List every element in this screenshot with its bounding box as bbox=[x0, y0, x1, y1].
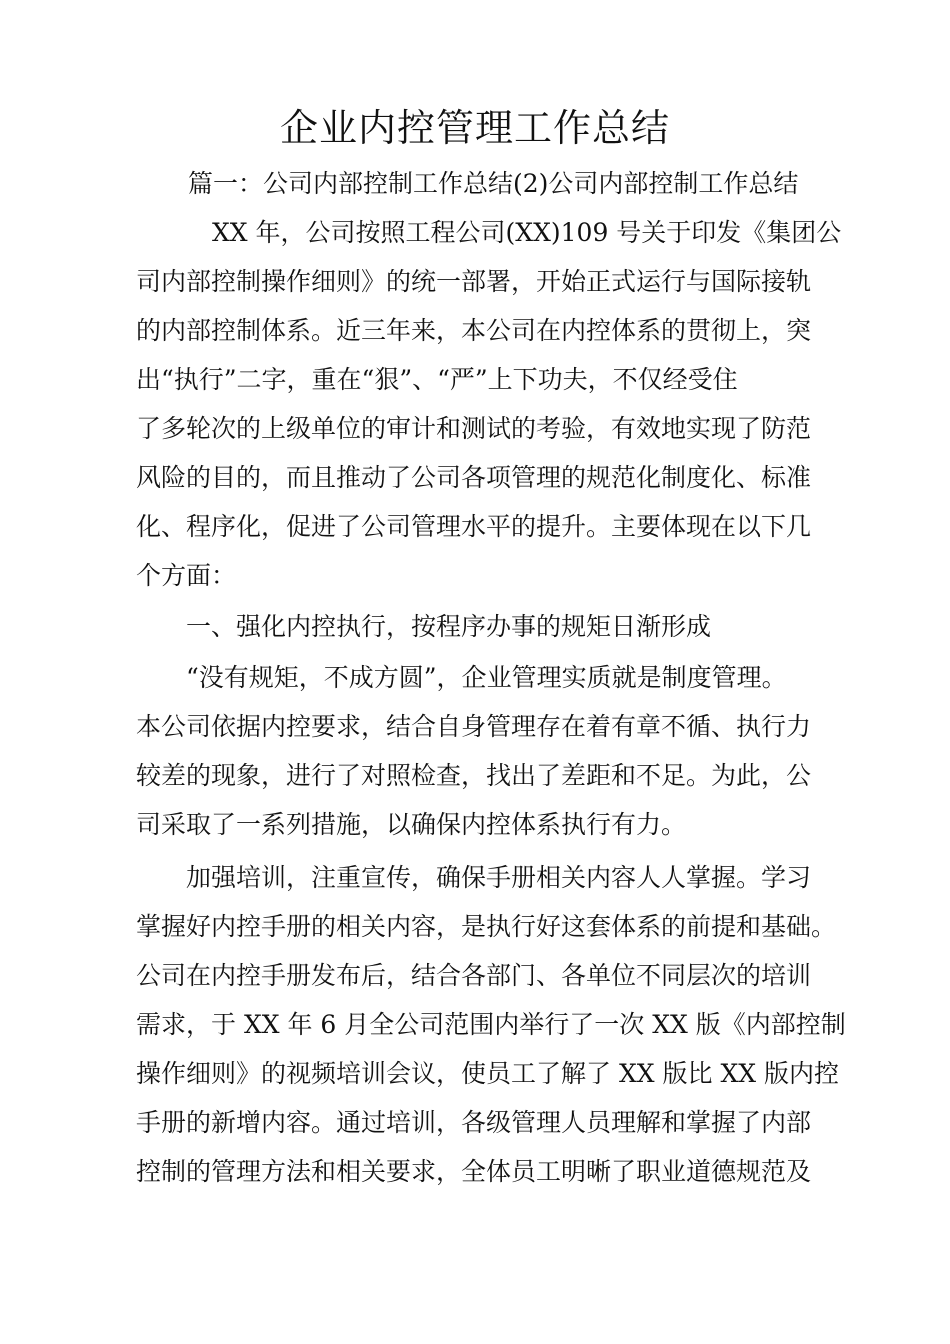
paragraph-line: 风险的目的，而且推动了公司各项管理的规范化制度化、标准 bbox=[136, 463, 812, 492]
paragraph-line: 了多轮次的上级单位的审计和测试的考验，有效地实现了防范 bbox=[136, 414, 812, 443]
paragraph-line: 司采取了一系列措施，以确保内控体系执行有力。 bbox=[136, 810, 687, 839]
paragraph-line: 操作细则》的视频培训会议，使员工了解了 XX 版比 XX 版内控 bbox=[136, 1059, 839, 1088]
section-heading: 一、强化内控执行，按程序办事的规矩日渐形成 bbox=[186, 612, 712, 641]
document-subtitle: 篇一：公司内部控制工作总结(2)公司内部控制工作总结 bbox=[188, 169, 799, 198]
paragraph-line: “没有规矩，不成方圆”，企业管理实质就是制度管理。 bbox=[186, 663, 787, 692]
paragraph-line: 较差的现象，进行了对照检查，找出了差距和不足。为此，公 bbox=[136, 761, 812, 790]
paragraph-line: XX 年，公司按照工程公司(XX)109 号关于印发《集团公 bbox=[212, 218, 842, 247]
paragraph-line: 手册的新增内容。通过培训，各级管理人员理解和掌握了内部 bbox=[136, 1108, 812, 1137]
paragraph-line: 司内部控制操作细则》的统一部署，开始正式运行与国际接轨 bbox=[136, 267, 812, 296]
paragraph-line: 化、程序化，促进了公司管理水平的提升。主要体现在以下几 bbox=[136, 512, 812, 541]
paragraph-line: 掌握好内控手册的相关内容，是执行好这套体系的前提和基础。 bbox=[136, 912, 837, 941]
paragraph-line: 控制的管理方法和相关要求，全体员工明晰了职业道德规范及 bbox=[136, 1157, 812, 1186]
paragraph-line: 出“执行”二字，重在“狠”、“严”上下功夫，不仅经受住 bbox=[136, 365, 738, 394]
paragraph-line: 需求，于 XX 年 6 月全公司范围内举行了一次 XX 版《内部控制 bbox=[136, 1010, 846, 1039]
paragraph-line: 加强培训，注重宣传，确保手册相关内容人人掌握。学习 bbox=[186, 863, 812, 892]
paragraph-line: 公司在内控手册发布后，结合各部门、各单位不同层次的培训 bbox=[136, 961, 812, 990]
document-title: 企业内控管理工作总结 bbox=[279, 106, 670, 150]
paragraph-line: 本公司依据内控要求，结合自身管理存在着有章不循、执行力 bbox=[136, 712, 812, 741]
paragraph-line: 个方面： bbox=[136, 561, 237, 590]
paragraph-line: 的内部控制体系。近三年来，本公司在内控体系的贯彻上，突 bbox=[136, 316, 812, 345]
